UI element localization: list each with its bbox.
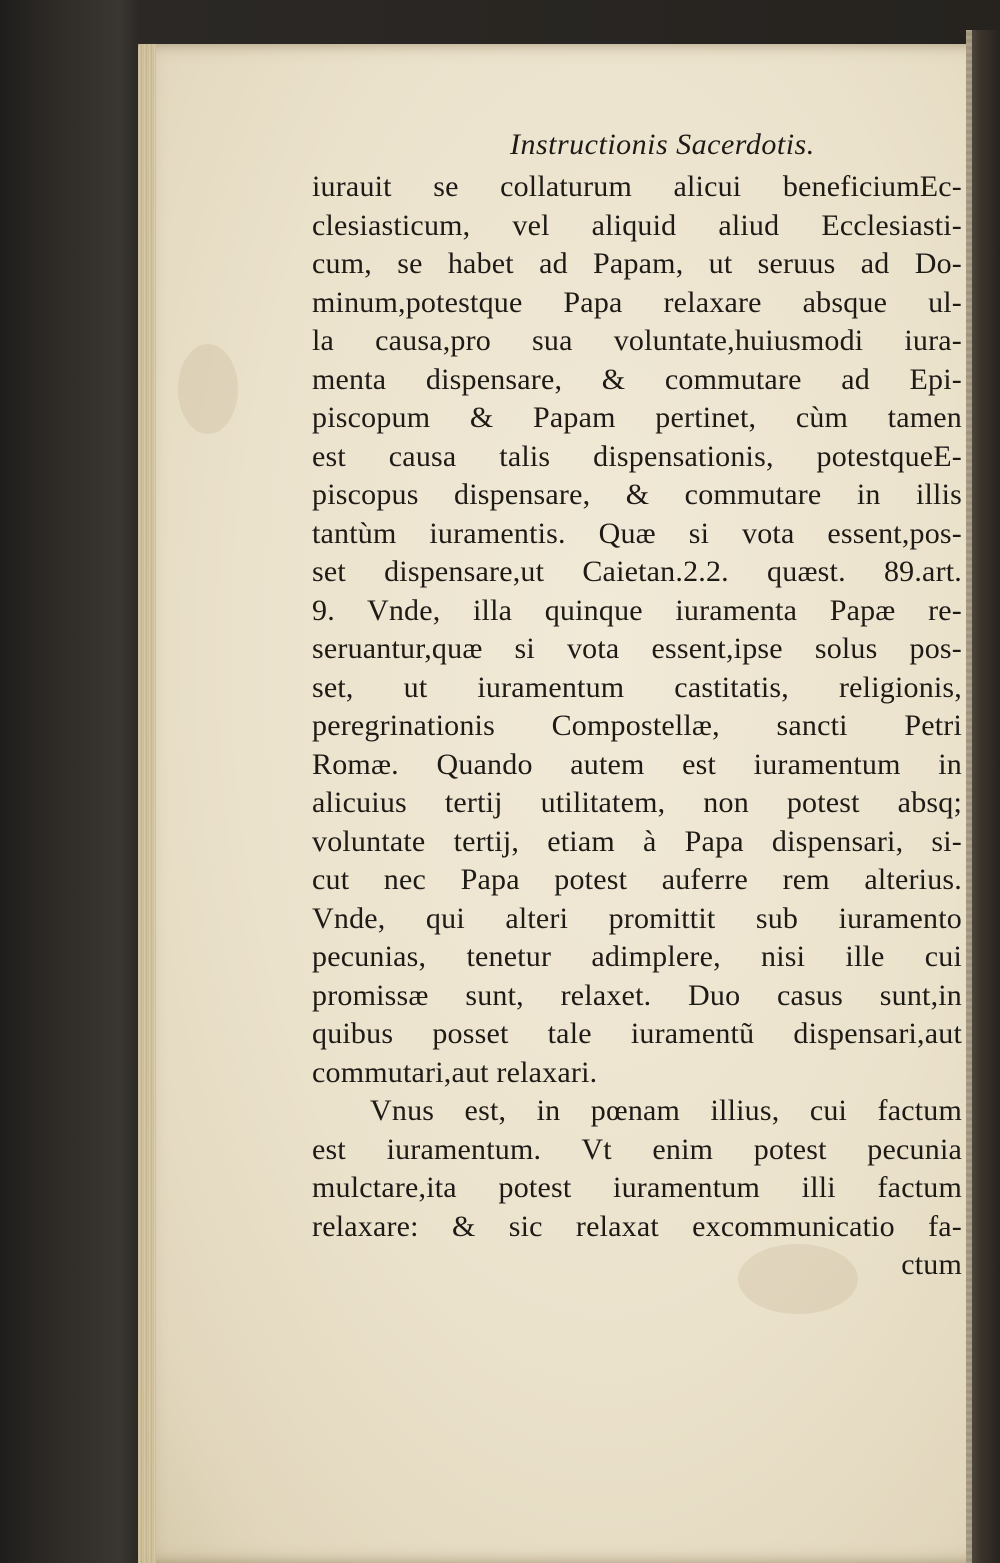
catchword: ctum bbox=[901, 1248, 962, 1281]
text-line: mulctare,ita potest iuramentum illi factum bbox=[312, 1171, 962, 1204]
text-line: seruantur,quæ si vota essent,ipse solus pos- bbox=[312, 632, 962, 665]
body-text bbox=[312, 168, 962, 1285]
page-gutter-edge bbox=[138, 44, 156, 1563]
text-line: Vnde, qui alteri promittit sub iuramento bbox=[312, 901, 962, 935]
text-line: cum, se habet ad Papam, ut seruus ad Do- bbox=[312, 247, 962, 280]
text-line: tantùm iuramentis. Quæ si vota essent,pos- bbox=[312, 516, 962, 550]
text-line: la causa,pro sua voluntate,huiusmodi iura- bbox=[312, 324, 962, 357]
text-line: commutari,aut relaxari. bbox=[312, 1055, 598, 1089]
text-line: Vnus est, in pœnam illius, cui factum bbox=[370, 1094, 962, 1127]
text-line: piscopus dispensare, & commutare in illis bbox=[312, 478, 962, 511]
text-line: voluntate tertij, etiam à Papa dispensari, si- bbox=[312, 824, 962, 858]
text-line: pecunias, tenetur adimplere, nisi ille cui bbox=[312, 940, 962, 973]
text-line: relaxare: & sic relaxat excommunicatio fa- bbox=[312, 1209, 962, 1243]
text-line: alicuius tertij utilitatem, non potest absq; bbox=[312, 786, 962, 819]
text-line: est iuramentum. Vt enim potest pecunia bbox=[312, 1132, 962, 1166]
text-line: quibus posset tale iuramentũ dispensari,aut bbox=[312, 1017, 962, 1050]
running-header: Instructionis Sacerdotis. bbox=[510, 128, 815, 161]
text-line: clesiasticum, vel aliquid aliud Ecclesiasti- bbox=[312, 208, 962, 242]
text-line: peregrinationis Compostellæ, sancti Petri bbox=[312, 709, 962, 742]
text-line: iurauit se collaturum alicui beneficiumEc- bbox=[312, 170, 962, 203]
text-line: piscopum & Papam pertinet, cùm tamen bbox=[312, 401, 962, 434]
text-line: menta dispensare, & commutare ad Epi- bbox=[312, 362, 962, 396]
paper-stain bbox=[178, 344, 238, 434]
text-line: set, ut iuramentum castitatis, religionis, bbox=[312, 670, 962, 704]
text-line: promissæ sunt, relaxet. Duo casus sunt,in bbox=[312, 978, 962, 1012]
book-fore-edge bbox=[966, 30, 1000, 1563]
text-line: minum,potestque Papa relaxare absque ul- bbox=[312, 285, 962, 319]
text-line: set dispensare,ut Caietan.2.2. quæst. 89.art. bbox=[312, 555, 962, 588]
text-line: 9. Vnde, illa quinque iuramenta Papæ re- bbox=[312, 593, 962, 627]
text-line: est causa talis dispensationis, potestqueE- bbox=[312, 439, 962, 473]
text-line: Romæ. Quando autem est iuramentum in bbox=[312, 747, 962, 781]
text-line: cut nec Papa potest auferre rem alterius. bbox=[312, 863, 962, 896]
